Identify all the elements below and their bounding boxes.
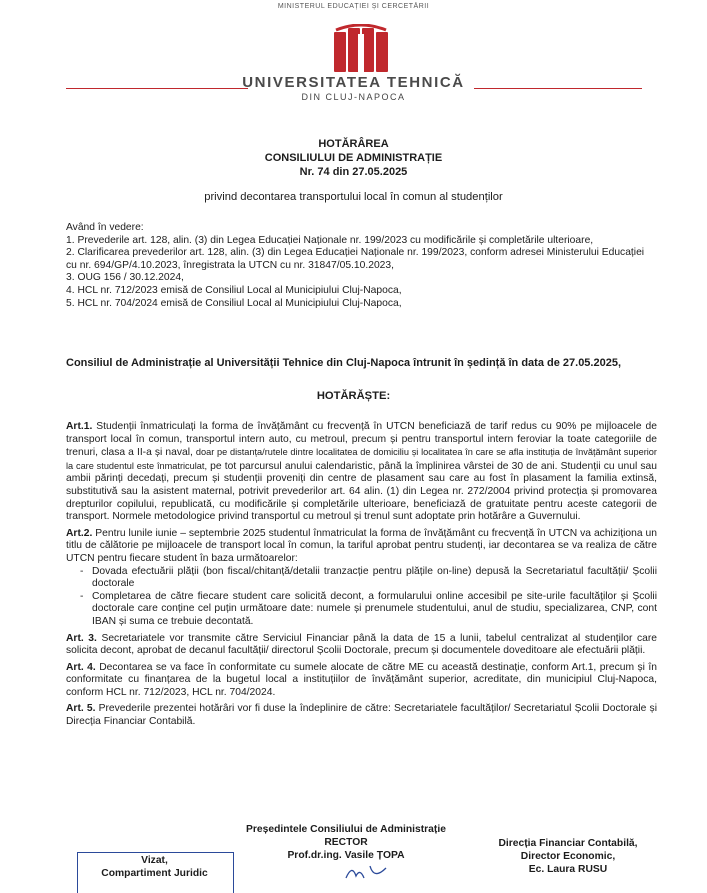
article-text: Prevederile prezentei hotărâri vor fi duse la îndeplinire de către: Secretariatele facultăților/ Secretariatul Școlii Doctorale și Direcția Financiar Contabilă. [66, 703, 657, 728]
article-2 [66, 528, 657, 566]
signature-role: Director Economic, [520, 850, 616, 862]
university-logo [330, 24, 392, 74]
articles [66, 421, 657, 729]
list-item: - Completarea de către fiecare student care solicită decont, a formularului online accesibil pe site-urile facultăților și Școlii doctorale care conține cel puțin următoare date: numele și prenumele studentului, anul de studiu, specializarea, CNP, cont IBAN și suma ce trebuie decontată. [92, 591, 657, 629]
article-label: Art.1. [66, 421, 93, 432]
decides-heading: HOTĂRĂȘTE: [316, 390, 391, 402]
consideration-item: 3. OUG 156 / 30.12.2024, [66, 272, 184, 284]
handwritten-signature [342, 862, 392, 880]
university-name: UNIVERSITATEA TEHNICĂ [242, 74, 465, 91]
ministry-name: MINISTERUL EDUCAȚIEI ȘI CERCETĂRII [277, 3, 430, 10]
consideration-item: 4. HCL nr. 712/2023 emisă de Consiliul Local al Municipiului Cluj-Napoca, [66, 284, 402, 296]
article-text: Decontarea se va face în conformitate cu sumele alocate de către ME cu această destinație, conform Art.1, precum și în conformitate cu finanțarea de la bugetul local a instituțiilor de învățământ superior, acreditate, din municipiul Cluj-Napoca, conform HCL nr. 712/2023, HCL nr. 704/2024. [66, 661, 657, 698]
article-1 [66, 421, 657, 524]
council-statement: Consiliul de Administrație al Universității Tehnice din Cluj-Napoca întrunit în ședință în data de 27.05.2025, [66, 357, 622, 369]
article-label: Art. 5. [66, 703, 96, 715]
article-5 [66, 703, 657, 728]
decision-subject: privind decontarea transportului local în comun al studenților [204, 191, 503, 203]
consideration-item: 5. HCL nr. 704/2024 emisă de Consiliul Local al Municipiului Cluj-Napoca, [66, 297, 402, 309]
article-text: pe tot parcursul anului calendaristic, până la împlinirea vârstei de 30 de ani. Studenții cu unul sau ambii părinți decedați, precum și studenții proveniți din centre de plasament sau care au fost în plasament la familia extinsă, substitutivă sau la asistent maternal, potrivit prevederilor art. 64 alin. (1) din Legea nr. 272/2004 privind protecția și promovarea drepturilor copilului, republicată, cu modificările și completările ulterioare, beneficiază de gratuitate pentru aceste categorii de transport. Normele metodologice privind transportul cu metroul și trenul sunt adoptate prin hotărâre a Guvernului. [66, 460, 657, 523]
consideration-item: 1. Prevederile art. 128, alin. (3) din Legea Educației Naționale nr. 199/2023 cu modificările și completările ulterioare, [66, 234, 594, 246]
president-signature-block [230, 824, 462, 862]
signature-role: RECTOR [324, 836, 368, 848]
article-label: Art. 4. [66, 661, 96, 673]
article-label: Art. 3. [66, 632, 97, 644]
signature-name: Ec. Laura RUSU [528, 863, 608, 875]
decision-title: HOTĂRÂREA [318, 138, 389, 150]
article-text: Secretariatele vor transmite către Serviciul Financiar până la data de 15 a lunii, tabelul centralizat al studenților care solicita decont, aprobat de decanul facultății/ directorul Școlii Doctorale, precum și documentele doveditoare ale efectuării plății. [66, 632, 657, 657]
article-3 [66, 633, 657, 658]
article-label: Art.2. [66, 527, 93, 539]
article-text: Pentru lunile iunie – septembrie 2025 studentul înmatriculat la forma de învățământ cu frecvență în UTCN va achiziționa un titlu de călătorie pe mijloacele de transport local în comun, la tariful aprobat pentru studenți, iar decontarea se va realiza de către UTCN pentru fiecare student în baza următoarelor: [66, 527, 657, 564]
university-city: DIN CLUJ-NAPOCA [301, 92, 406, 102]
signature-name: Prof.dr.ing. Vasile ȚOPA [287, 849, 405, 861]
decision-number: Nr. 74 din 27.05.2025 [299, 166, 408, 178]
consideration-item: 2. Clarificarea prevederilor art. 128, alin. (3) din Legea Educației Naționale nr. 199/2023, conform adresei Ministerului Educației cu nr. 694/GP/4.10.2023, înregistrata la UTCN cu nr. 31847/05.10.2023, [66, 247, 645, 271]
considerations-intro: Având în vedere: [66, 222, 144, 233]
signature-role: Compartiment Juridic [101, 867, 208, 879]
header-divider-right [474, 88, 642, 89]
article-text-small: doar pe distanța/rutele dintre localitatea de domiciliu și localitatea în care se afla instituția de învățământ superior la care studentul este înmatriculat, [66, 447, 657, 471]
council-name: CONSILIULUI DE ADMINISTRAȚIE [264, 152, 443, 164]
signature-title: Direcția Financiar Contabilă, [498, 838, 638, 849]
considerations [66, 222, 657, 310]
article-4 [66, 662, 657, 700]
list-item: - Dovada efectuării plății (bon fiscal/chitanță/detalii tranzacție pentru plățile on-line) depusă la Secretariatul facultății/ Școlii doctorale [92, 566, 657, 591]
finance-signature-block [470, 838, 666, 876]
article-2-list [66, 566, 657, 629]
article-text: Studenții înmatriculați la forma de învățământ cu frecvență în UTCN beneficiază de tarif redus cu 90% pe mijloacele de transport local în comun, transportul intern auto, cu metroul, precum și pentru transportul intern feroviar la toate categoriile de trenuri, clasa a II-a și naval, [66, 421, 657, 459]
legal-signature-block [77, 855, 232, 881]
signature-title: Președintele Consiliului de Administrație [246, 824, 446, 835]
signature-title: Vizat, [141, 855, 168, 866]
